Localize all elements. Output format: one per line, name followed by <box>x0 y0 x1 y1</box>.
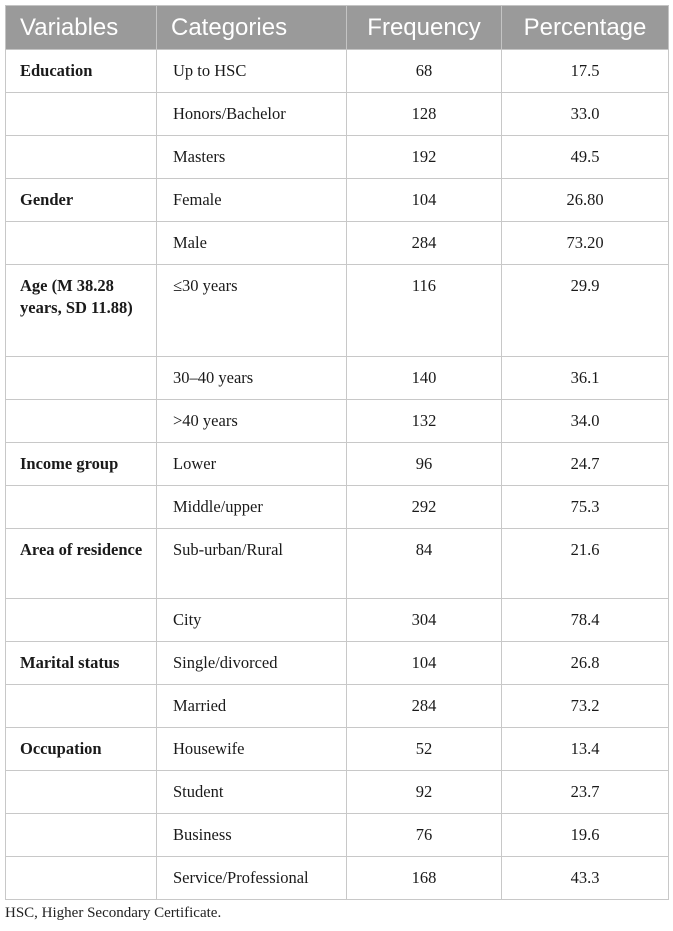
variable-cell <box>6 136 157 179</box>
percentage-cell: 34.0 <box>502 400 669 443</box>
table-row <box>6 179 669 222</box>
variable-cell <box>6 857 157 900</box>
table-row <box>6 222 669 265</box>
category-cell: 30–40 years <box>157 357 347 400</box>
frequency-text: 116 <box>411 276 437 295</box>
variable-cell <box>6 529 157 599</box>
variable-cell <box>6 400 157 443</box>
percentage-text: 21.6 <box>570 540 600 559</box>
variable-cell <box>6 486 157 529</box>
category-cell: Middle/upper <box>157 486 347 529</box>
percentage-cell: 43.3 <box>502 857 669 900</box>
percentage-cell: 36.1 <box>502 357 669 400</box>
percentage-cell: 26.8 <box>502 642 669 685</box>
category-cell <box>157 265 347 357</box>
variable-cell <box>6 265 157 357</box>
percentage-cell: 24.7 <box>502 443 669 486</box>
frequency-cell: 92 <box>347 771 502 814</box>
percentage-cell: 23.7 <box>502 771 669 814</box>
percentage-cell <box>502 529 669 599</box>
category-cell: Up to HSC <box>157 50 347 93</box>
demographics-table <box>5 5 669 900</box>
table-row <box>6 771 669 814</box>
variable-cell: Education <box>6 50 157 93</box>
category-cell: Housewife <box>157 728 347 771</box>
variable-cell: Marital status <box>6 642 157 685</box>
category-cell: Masters <box>157 136 347 179</box>
table-row <box>6 728 669 771</box>
category-cell: Female <box>157 179 347 222</box>
category-cell: >40 years <box>157 400 347 443</box>
frequency-cell: 52 <box>347 728 502 771</box>
header-variables: Variables <box>6 6 157 50</box>
variable-cell <box>6 222 157 265</box>
variable-cell <box>6 685 157 728</box>
category-cell: Service/Professional <box>157 857 347 900</box>
frequency-cell: 304 <box>347 599 502 642</box>
table-row <box>6 857 669 900</box>
variable-cell <box>6 771 157 814</box>
table-footnote: HSC, Higher Secondary Certificate. <box>5 905 222 921</box>
frequency-cell <box>347 265 502 357</box>
frequency-cell: 284 <box>347 685 502 728</box>
percentage-cell: 19.6 <box>502 814 669 857</box>
variable-cell <box>6 357 157 400</box>
frequency-cell: 192 <box>347 136 502 179</box>
table-row <box>6 400 669 443</box>
percentage-cell: 78.4 <box>502 599 669 642</box>
percentage-cell: 75.3 <box>502 486 669 529</box>
category-cell <box>157 529 347 599</box>
category-text: Sub-urban/Rural <box>173 540 283 559</box>
table-row <box>6 599 669 642</box>
table-row <box>6 486 669 529</box>
variable-text: Area of residence <box>20 540 143 559</box>
table-row <box>6 642 669 685</box>
category-cell: Honors/Bachelor <box>157 93 347 136</box>
table-row <box>6 50 669 93</box>
category-cell: Single/divorced <box>157 642 347 685</box>
frequency-cell: 96 <box>347 443 502 486</box>
percentage-cell: 73.2 <box>502 685 669 728</box>
variable-cell: Income group <box>6 443 157 486</box>
frequency-text: 84 <box>415 540 433 559</box>
table-row <box>6 136 669 179</box>
category-cell: Male <box>157 222 347 265</box>
category-text: ≤30 years <box>173 276 238 295</box>
frequency-cell <box>347 529 502 599</box>
frequency-cell: 284 <box>347 222 502 265</box>
header-percentage: Percentage <box>502 6 669 50</box>
category-cell: City <box>157 599 347 642</box>
category-cell: Lower <box>157 443 347 486</box>
variable-cell <box>6 93 157 136</box>
variable-cell <box>6 814 157 857</box>
frequency-cell: 68 <box>347 50 502 93</box>
percentage-cell: 26.80 <box>502 179 669 222</box>
table-row <box>6 357 669 400</box>
frequency-cell: 132 <box>347 400 502 443</box>
frequency-cell: 168 <box>347 857 502 900</box>
table-row <box>6 685 669 728</box>
frequency-cell: 76 <box>347 814 502 857</box>
percentage-cell: 73.20 <box>502 222 669 265</box>
header-categories: Categories <box>157 6 347 50</box>
variable-text: Age (M 38.28 years, SD 11.88) <box>20 276 133 317</box>
percentage-cell <box>502 265 669 357</box>
table-row <box>6 93 669 136</box>
category-cell: Student <box>157 771 347 814</box>
percentage-cell: 33.0 <box>502 93 669 136</box>
table-row <box>6 814 669 857</box>
header-frequency: Frequency <box>347 6 502 50</box>
header-row <box>6 6 669 50</box>
frequency-cell: 104 <box>347 642 502 685</box>
frequency-cell: 140 <box>347 357 502 400</box>
percentage-cell: 49.5 <box>502 136 669 179</box>
frequency-cell: 128 <box>347 93 502 136</box>
percentage-cell: 17.5 <box>502 50 669 93</box>
table-row <box>6 529 669 599</box>
category-cell: Married <box>157 685 347 728</box>
category-cell: Business <box>157 814 347 857</box>
frequency-cell: 292 <box>347 486 502 529</box>
variable-cell: Occupation <box>6 728 157 771</box>
table-row <box>6 443 669 486</box>
variable-cell: Gender <box>6 179 157 222</box>
table-row <box>6 265 669 357</box>
percentage-text: 29.9 <box>570 276 600 295</box>
variable-cell <box>6 599 157 642</box>
frequency-cell: 104 <box>347 179 502 222</box>
percentage-cell: 13.4 <box>502 728 669 771</box>
